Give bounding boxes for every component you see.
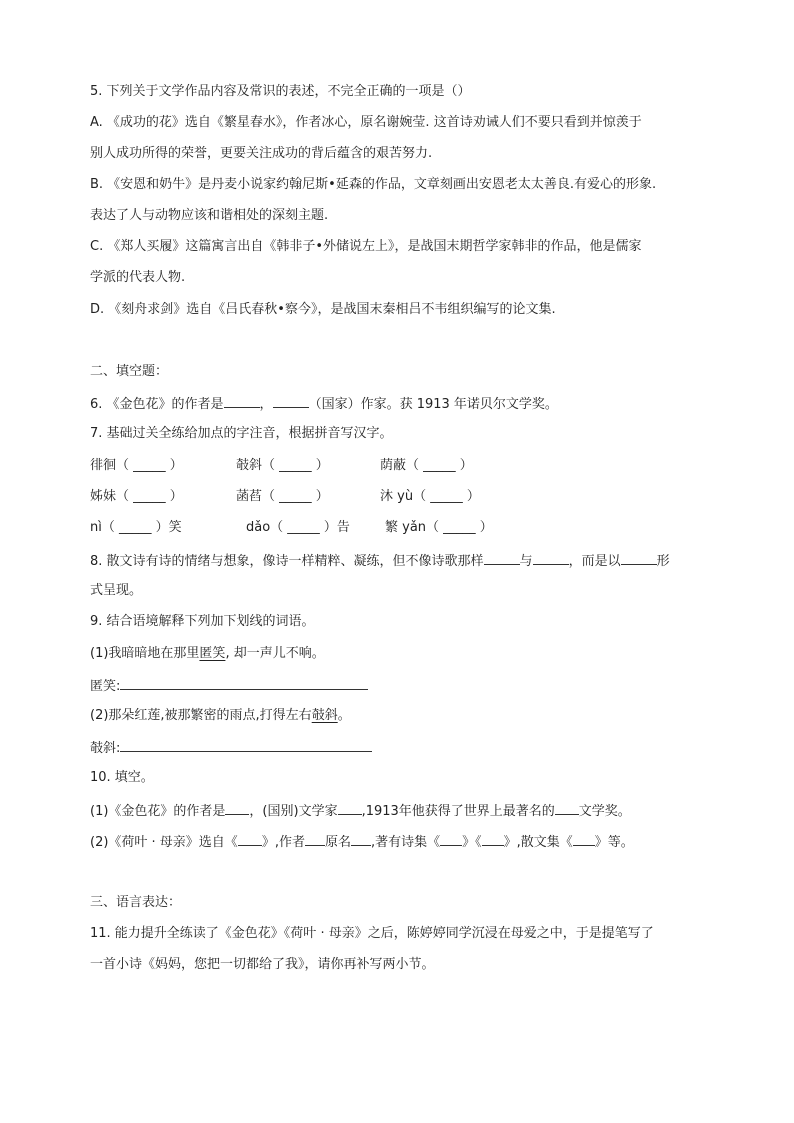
q7-item-3: 荫蔽（ _____ ） <box>380 458 473 473</box>
q10-blank-5[interactable] <box>305 833 325 846</box>
q7-item-2: 攲斜（ _____ ） <box>236 458 329 473</box>
q6-blank-author[interactable] <box>224 395 260 408</box>
q9-s2-pre: (2)那朵红莲,被那繁密的雨点,打得左右 <box>90 708 312 723</box>
q11-line-2: 一首小诗《妈妈，您把一切都给了我》，请你再补写两小节。 <box>90 957 435 972</box>
q6-blank-country[interactable] <box>273 395 309 408</box>
q10-stem: 10. 填空。 <box>90 770 154 785</box>
q8-line-2: 式呈现。 <box>90 583 143 598</box>
q10-blank-4[interactable] <box>238 833 262 846</box>
q7-item-5: 菡萏（ _____ ） <box>236 489 329 504</box>
q5-option-c-line2: 学派的代表人物. <box>90 270 186 285</box>
q8-line-1 <box>90 552 670 570</box>
q9-s1-underlined-word: 匿笑 <box>199 646 226 661</box>
q6-text-3: （国家）作家。获 1913 年诺贝尔文学奖。 <box>308 397 558 412</box>
q5-option-d: D. 《刻舟求剑》选自《吕氏春秋•察今》，是战国末秦相吕不韦组织编写的论文集. <box>90 302 556 317</box>
section-3-heading: 三、语言表达： <box>90 895 182 910</box>
q9-stem: 9. 结合语境解释下列加下划线的词语。 <box>90 614 315 629</box>
q8-blank-3[interactable] <box>621 552 657 565</box>
q10-l2-f: 》,散文集《 <box>503 835 573 850</box>
q9-answer-1-label: 匿笑: <box>90 679 121 694</box>
q10-line-1 <box>90 802 631 820</box>
q7-item-1: 徘徊（ _____ ） <box>90 458 183 473</box>
q5-option-a-line2: 别人成功所得的荣誉，更要关注成功的背后蕴含的艰苦努力. <box>90 146 433 161</box>
q10-blank-8[interactable] <box>482 833 504 846</box>
q10-l1-d: 文学奖。 <box>578 804 631 819</box>
q8-blank-1[interactable] <box>484 552 520 565</box>
q8-text-1: 8. 散文诗有诗的情绪与想象，像诗一样精粹、凝练，但不像诗歌那样 <box>90 554 484 569</box>
q8-text-3: ，而是以 <box>568 554 621 569</box>
q10-l1-b: ，(国别)文学家 <box>249 804 338 819</box>
q9-answer-2-line[interactable] <box>120 739 372 752</box>
q7-item-4: 姊妹（ _____ ） <box>90 489 183 504</box>
q9-answer-1-line[interactable] <box>120 677 368 690</box>
q10-blank-9[interactable] <box>573 833 595 846</box>
section-2-heading: 二、填空题： <box>90 364 169 379</box>
q10-l2-d: ,著有诗集《 <box>370 835 441 850</box>
q5-option-c-line1: C. 《郑人买履》这篇寓言出自《韩非子•外储说左上》，是战国末期哲学家韩非的作品，他是儒家 <box>90 239 642 254</box>
q10-l2-a: (2)《荷叶 · 母亲》选自《 <box>90 835 238 850</box>
q5-option-a-line1: A. 《成功的花》选自《繁星春水》，作者冰心，原名谢婉莹. 这首诗劝诫人们不要只看到并惊羡于 <box>90 115 642 130</box>
q8-text-2: 与 <box>519 554 533 569</box>
q10-l2-g: 》等。 <box>594 835 634 850</box>
q7-item-8: dǎo（ _____ ）告 <box>246 520 350 535</box>
q11-line-1: 11. 能力提升全练读了《金色花》《荷叶 · 母亲》之后，陈婷婷同学沉浸在母爱之中，于是提笔写了 <box>90 926 654 941</box>
q9-sentence-1 <box>90 646 325 662</box>
q7-item-6: 沐 yù（ _____ ） <box>380 489 480 504</box>
q9-answer-1 <box>90 677 368 695</box>
q9-s1-pre: (1)我暗暗地在那里 <box>90 646 200 661</box>
q7-item-9: 繁 yǎn（ _____ ） <box>385 520 493 535</box>
q9-s2-post: 。 <box>337 708 351 723</box>
q5-option-b-line2: 表达了人与动物应该和谐相处的深刻主题. <box>90 208 329 223</box>
q10-l2-e: 》《 <box>462 835 482 850</box>
q10-blank-6[interactable] <box>351 833 371 846</box>
q8-blank-2[interactable] <box>533 552 569 565</box>
q10-line-2 <box>90 833 634 851</box>
q8-text-4: 形 <box>656 554 670 569</box>
q5-option-b-line1: B. 《安恩和奶牛》是丹麦小说家约翰尼斯•延森的作品，文章刻画出安恩老太太善良.有爱心的形象. <box>90 177 657 192</box>
q7-item-7: nì（ _____ ）笑 <box>90 520 182 535</box>
q9-answer-2-label: 攲斜: <box>90 741 121 756</box>
q9-s1-post: , 却一声儿不响。 <box>225 646 325 661</box>
q10-blank-7[interactable] <box>440 833 462 846</box>
q9-s2-underlined-word: 攲斜 <box>311 708 338 723</box>
q10-l1-c: ,1913年他获得了世界上最著名的 <box>361 804 555 819</box>
q6-text-1: 6. 《金色花》的作者是 <box>90 397 224 412</box>
q10-blank-3[interactable] <box>555 802 579 815</box>
q10-blank-2[interactable] <box>338 802 362 815</box>
q10-l2-c: 原名 <box>324 835 351 850</box>
q10-l1-a: (1)《金色花》的作者是 <box>90 804 226 819</box>
q6-line <box>90 395 558 413</box>
q10-l2-b: 》,作者 <box>261 835 305 850</box>
q5-stem: 5. 下列关于文学作品内容及常识的表述，不完全正确的一项是（） <box>90 84 471 99</box>
q6-text-2: ， <box>259 397 273 412</box>
q9-sentence-2 <box>90 708 351 724</box>
q10-blank-1[interactable] <box>225 802 249 815</box>
q9-answer-2 <box>90 739 372 757</box>
q7-stem: 7. 基础过关全练给加点的字注音，根据拼音写汉字。 <box>90 426 393 441</box>
